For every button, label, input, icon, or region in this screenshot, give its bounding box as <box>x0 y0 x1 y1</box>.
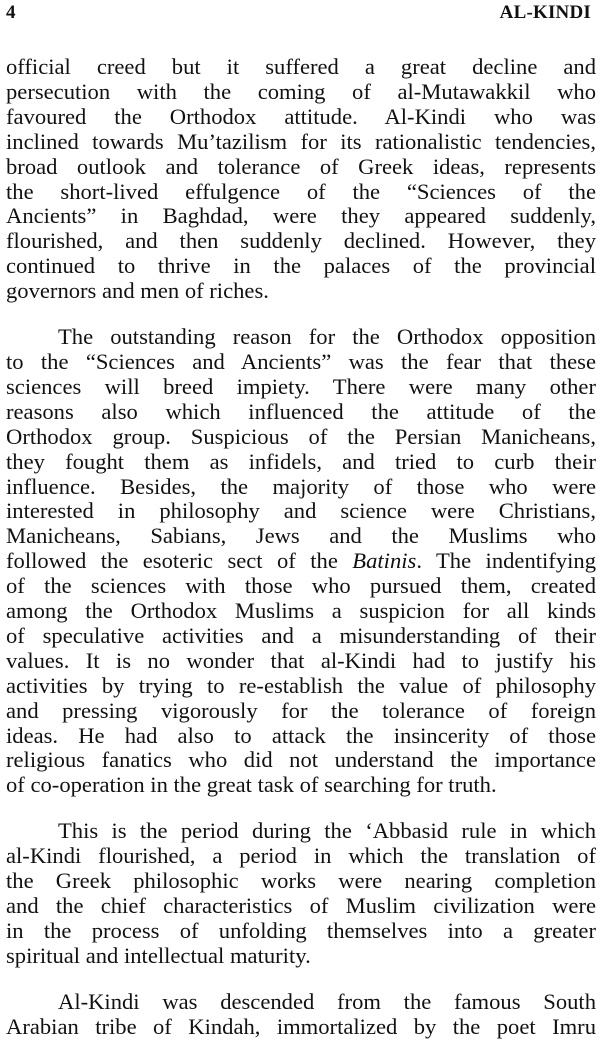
text-line: the Greek philosophic works were nearing completion <box>6 868 596 894</box>
text-line: persecution with the coming of al-Mutawakkil who <box>6 78 596 104</box>
text-line: governors and men of riches. <box>6 278 269 304</box>
text-line: religious fanatics who did not understand the importance <box>6 747 596 773</box>
text-line: reasons also which influenced the attitude of the <box>6 398 596 424</box>
paragraph <box>6 990 596 1040</box>
text-line: Ancients” in Baghdad, were they appeared suddenly, <box>6 203 596 229</box>
running-header <box>6 2 591 26</box>
text-line: in the process of unfolding themselves into a greater <box>6 917 596 943</box>
text-line: and pressing vigorously for the tolerance of foreign <box>6 697 596 723</box>
text-line: values. It is no wonder that al-Kindi had to justify his <box>6 647 596 673</box>
paragraph-gap <box>6 969 596 990</box>
text-line: sciences will breed impiety. There were many other <box>6 373 596 399</box>
text-line: the short-lived effulgence of the “Sciences of the <box>6 178 596 204</box>
text-line: influence. Besides, the majority of those who were <box>6 473 596 499</box>
text-line: Al-Kindi was descended from the famous South <box>58 988 596 1014</box>
text-line: flourished, and then suddenly declined. However, they <box>6 228 596 254</box>
paragraph <box>6 819 596 968</box>
text-line: al-Kindi flourished, a period in which the translation of <box>6 843 596 869</box>
text-line: continued to thrive in the palaces of the provincial <box>6 253 596 279</box>
paragraph-gap <box>6 304 596 325</box>
text-line: interested in philosophy and science were Christians, <box>6 498 596 524</box>
paragraph <box>6 325 596 798</box>
text-line: favoured the Orthodox attitude. Al-Kindi who was <box>6 103 596 129</box>
paragraph-gap <box>6 798 596 819</box>
text-line: broad outlook and tolerance of Greek ideas, represents <box>6 153 596 179</box>
italic-term: Batinis <box>352 548 417 574</box>
text-line: of the sciences with those who pursued them, created <box>6 573 596 599</box>
text-line: of co-operation in the great task of searching for truth. <box>6 772 497 798</box>
text-line: The outstanding reason for the Orthodox opposition <box>58 324 596 350</box>
text-line: they fought them as infidels, and tried to curb their <box>6 448 596 474</box>
text-line: to the “Sciences and Ancients” was the fear that these <box>6 348 596 374</box>
text-line: of speculative activities and a misunderstanding of their <box>6 622 596 648</box>
text-line: ideas. He had also to attack the insincerity of those <box>6 722 596 748</box>
paragraph <box>6 55 596 304</box>
text-line: and the chief characteristics of Muslim civilization were <box>6 893 596 918</box>
text-line: Arabian tribe of Kindah, immortalized by the poet Imru <box>6 1013 596 1039</box>
body-text <box>6 55 596 1040</box>
text-line: inclined towards Mu’tazilism for its rationalistic tendencies, <box>6 128 596 154</box>
text-line: official creed but it suffered a great decline and <box>6 54 596 79</box>
text-line: Orthodox group. Suspicious of the Persian Manicheans, <box>6 423 596 449</box>
text-line: spiritual and intellectual maturity. <box>6 942 311 968</box>
text-line: Manicheans, Sabians, Jews and the Muslims who <box>6 523 596 549</box>
text-line: followed the esoteric sect of the Batinis. The indentifying <box>6 548 596 574</box>
text-line: activities by trying to re-establish the value of philosophy <box>6 672 596 698</box>
text-line: among the Orthodox Muslims a suspicion for all kinds <box>6 598 596 624</box>
running-title: AL-KINDI <box>499 2 591 23</box>
page-number: 4 <box>6 2 16 23</box>
text-line: This is the period during the ‘Abbasid rule in which <box>58 818 596 844</box>
